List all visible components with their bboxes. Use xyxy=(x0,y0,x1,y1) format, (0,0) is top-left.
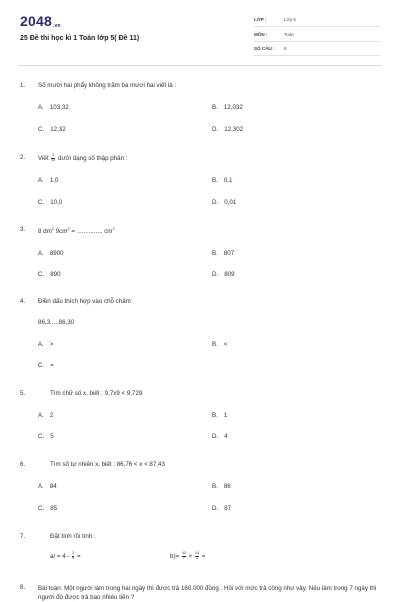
q5-option-d[interactable]: D. 4 xyxy=(212,433,228,440)
meta-class-row xyxy=(254,14,380,27)
q2-option-a[interactable]: A. 1,0 xyxy=(38,177,59,184)
q5-option-b[interactable]: B. 1 xyxy=(212,412,228,419)
question-number: 6. xyxy=(20,461,26,468)
q1-option-c[interactable]: C. 12,32 xyxy=(38,126,66,133)
question-number: 1. xyxy=(20,82,26,89)
question-text: Điền dấu thích hợp vào chỗ chấm xyxy=(38,298,131,305)
question-text: Tìm chữ số x, biết : 9,7x9 < 9,729 xyxy=(50,390,143,397)
fraction: $\frac{2}{5}$ xyxy=(72,551,75,560)
question-number: 7. xyxy=(20,533,26,540)
logo-tld: .vn xyxy=(52,23,61,29)
q1-option-d[interactable]: D. 12,302 xyxy=(212,126,244,133)
question-text: Tìm số tự nhiên x, biết : 86,76 < x < 87,43 xyxy=(50,461,165,468)
q1-option-b[interactable]: B. 12,032 xyxy=(212,104,243,111)
meta-count-label: SỐ CÂU : xyxy=(254,46,275,51)
header-divider xyxy=(18,65,382,66)
fraction: $\frac{43}{7}$ xyxy=(181,551,186,560)
document-title: 25 Đề thi học kì 1 Toán lớp 5( Đề 11) xyxy=(20,35,140,42)
q6-option-b[interactable]: B. 86 xyxy=(212,483,231,490)
q2-option-c[interactable]: C. 10,0 xyxy=(38,199,63,206)
question-number: 3. xyxy=(20,226,26,233)
q2-option-b[interactable]: B. 0,1 xyxy=(212,177,233,184)
q4-option-c[interactable]: C. = xyxy=(38,362,54,369)
q7-part-b: b)= $\frac{43}{7}$ × $\frac{14}{3}$ = xyxy=(170,551,206,560)
logo-text: 2048 xyxy=(20,13,52,29)
q4-option-a[interactable]: A. > xyxy=(38,341,54,348)
meta-count-row xyxy=(254,43,380,56)
question-number: 2. xyxy=(20,154,26,161)
fraction: $\frac{3}{10}$ xyxy=(51,153,56,162)
meta-subject-row xyxy=(254,29,380,42)
q3-option-d[interactable]: D. 809 xyxy=(212,271,235,278)
question-text: 8 $dm^2$ $9cm^2$ = ............... $cm^2$ xyxy=(38,226,115,236)
question-text: Đặt tính rồi tính : xyxy=(50,533,96,540)
question-text: Bài toán: Một người làm trong hai ngày thì được trả 160.000 đồng . Hỏi với mức trả công như vậy. Nếu làm trong 7 ngày thì người đó được trả bao nhiêu tiền ? xyxy=(38,585,377,601)
q2-option-d[interactable]: D. 0,01 xyxy=(212,199,237,206)
q3-option-a[interactable]: A. 8900 xyxy=(38,250,64,257)
q7-part-a: a/ = 4 - $\frac{2}{5}$ = xyxy=(50,551,81,560)
meta-class-label: LỚP : xyxy=(254,17,267,22)
q4-option-b[interactable]: B. < xyxy=(212,341,228,348)
meta-class-value: Lớp 5 xyxy=(284,17,296,22)
meta-count-value: 8 xyxy=(284,46,287,51)
question-text: Viết $\frac{3}{10}$ dưới dạng số thập phân : xyxy=(38,153,128,162)
q3-option-c[interactable]: C. 890 xyxy=(38,271,61,278)
question-number: 8. xyxy=(20,584,26,591)
q6-option-a[interactable]: A. 84 xyxy=(38,483,57,490)
q5-option-c[interactable]: C. 5 xyxy=(38,433,54,440)
q6-option-c[interactable]: C. 85 xyxy=(38,505,58,512)
question-text: Số mười hai phẩy không trăm ba mươi hai viết là : xyxy=(38,82,177,89)
site-logo[interactable] xyxy=(20,13,61,29)
q4-expression: 86,3.....86,30 xyxy=(38,319,75,326)
q6-option-d[interactable]: D. 87 xyxy=(212,505,232,512)
q3-option-b[interactable]: B. 807 xyxy=(212,250,235,257)
q5-option-a[interactable]: A. 2 xyxy=(38,412,54,419)
meta-subject-value: Toán xyxy=(284,32,294,37)
document-header xyxy=(0,0,400,62)
fraction: $\frac{14}{3}$ xyxy=(194,551,199,560)
q1-option-a[interactable]: A. 103,32 xyxy=(38,104,69,111)
question-number: 4. xyxy=(20,298,26,305)
meta-subject-label: MÔN : xyxy=(254,32,268,37)
question-number: 5. xyxy=(20,390,26,397)
